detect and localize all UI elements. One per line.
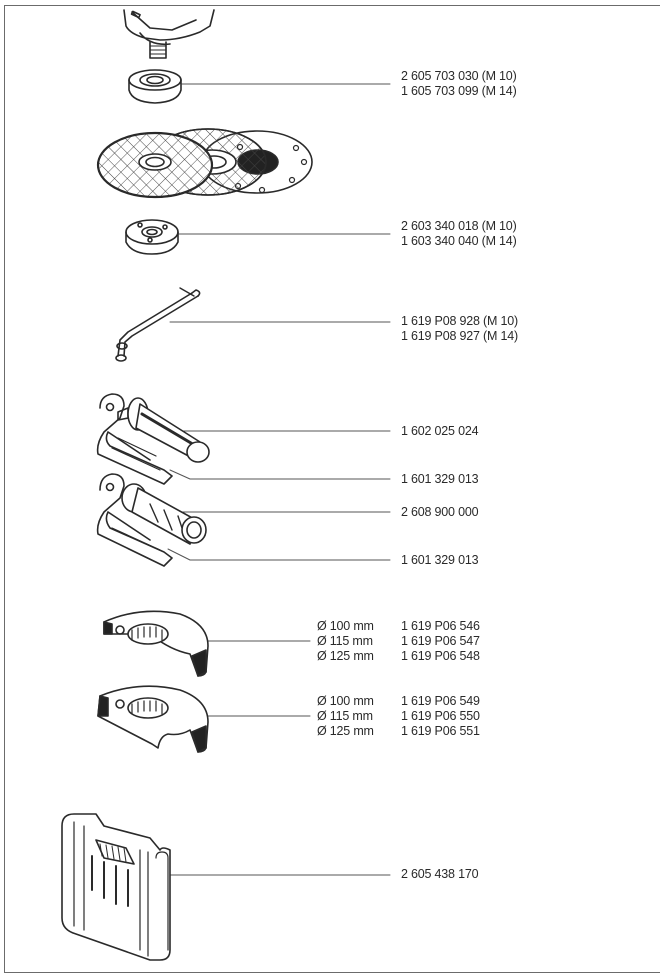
- part-number: 1 619 P08 928 (M 10): [401, 314, 518, 328]
- carrying-case-part-number: [401, 867, 478, 882]
- clamping-nut-icon: [126, 220, 178, 254]
- clamping-flange-part-numbers: [401, 69, 517, 99]
- protection-guard-cutting-icon: [98, 686, 208, 752]
- part-number: 1 619 P06 547: [401, 634, 480, 648]
- guard-size: Ø 115 mm: [317, 634, 373, 648]
- auxiliary-handle-icon: [98, 394, 209, 484]
- part-number: 1 619 P06 550: [401, 709, 480, 723]
- guard-cutting-part-numbers: [401, 694, 480, 739]
- carrying-case-icon: [62, 814, 170, 960]
- two-pin-spanner-icon: [116, 288, 200, 361]
- guard-size: Ø 100 mm: [317, 694, 374, 708]
- guard-size: Ø 100 mm: [317, 619, 374, 633]
- part-number: 2 605 703 030 (M 10): [401, 69, 517, 83]
- part-number: 1 619 P06 549: [401, 694, 480, 708]
- vibration-damping-handle-icon: [98, 474, 206, 566]
- guard-size: Ø 125 mm: [317, 649, 374, 663]
- part-number: 2 608 900 000: [401, 505, 479, 519]
- vibration-damping-handle-part-number: [401, 505, 478, 520]
- part-number: 1 601 329 013: [401, 553, 479, 567]
- part-number: 2 605 438 170: [401, 867, 479, 881]
- protection-guard-grinding-icon: [104, 611, 208, 676]
- part-number: 1 619 P06 548: [401, 649, 480, 663]
- auxiliary-handle-part-number: [401, 424, 478, 439]
- clamping-flange-icon: [129, 70, 181, 103]
- two-pin-spanner-part-numbers: [401, 314, 518, 344]
- part-number: 1 603 340 040 (M 14): [401, 234, 517, 248]
- auxiliary-handle-bracket-2-part-number: [401, 553, 478, 568]
- clamping-nut-part-numbers: [401, 219, 517, 249]
- guard-cutting-sizes: [317, 694, 374, 739]
- part-number: 2 603 340 018 (M 10): [401, 219, 517, 233]
- guard-grinding-part-numbers: [401, 619, 480, 664]
- part-number: 1 601 329 013: [401, 472, 479, 486]
- grinder-head-icon: [124, 10, 214, 58]
- auxiliary-handle-bracket-1-part-number: [401, 472, 478, 487]
- guard-size: Ø 115 mm: [317, 709, 373, 723]
- part-number: 1 619 P06 546: [401, 619, 480, 633]
- leader-lines: [168, 84, 390, 875]
- part-number: 1 602 025 024: [401, 424, 479, 438]
- guard-grinding-sizes: [317, 619, 374, 664]
- part-number: 1 619 P06 551: [401, 724, 480, 738]
- cutting-discs-icon: [98, 129, 312, 197]
- part-number: 1 619 P08 927 (M 14): [401, 329, 518, 343]
- guard-size: Ø 125 mm: [317, 724, 374, 738]
- part-number: 1 605 703 099 (M 14): [401, 84, 517, 98]
